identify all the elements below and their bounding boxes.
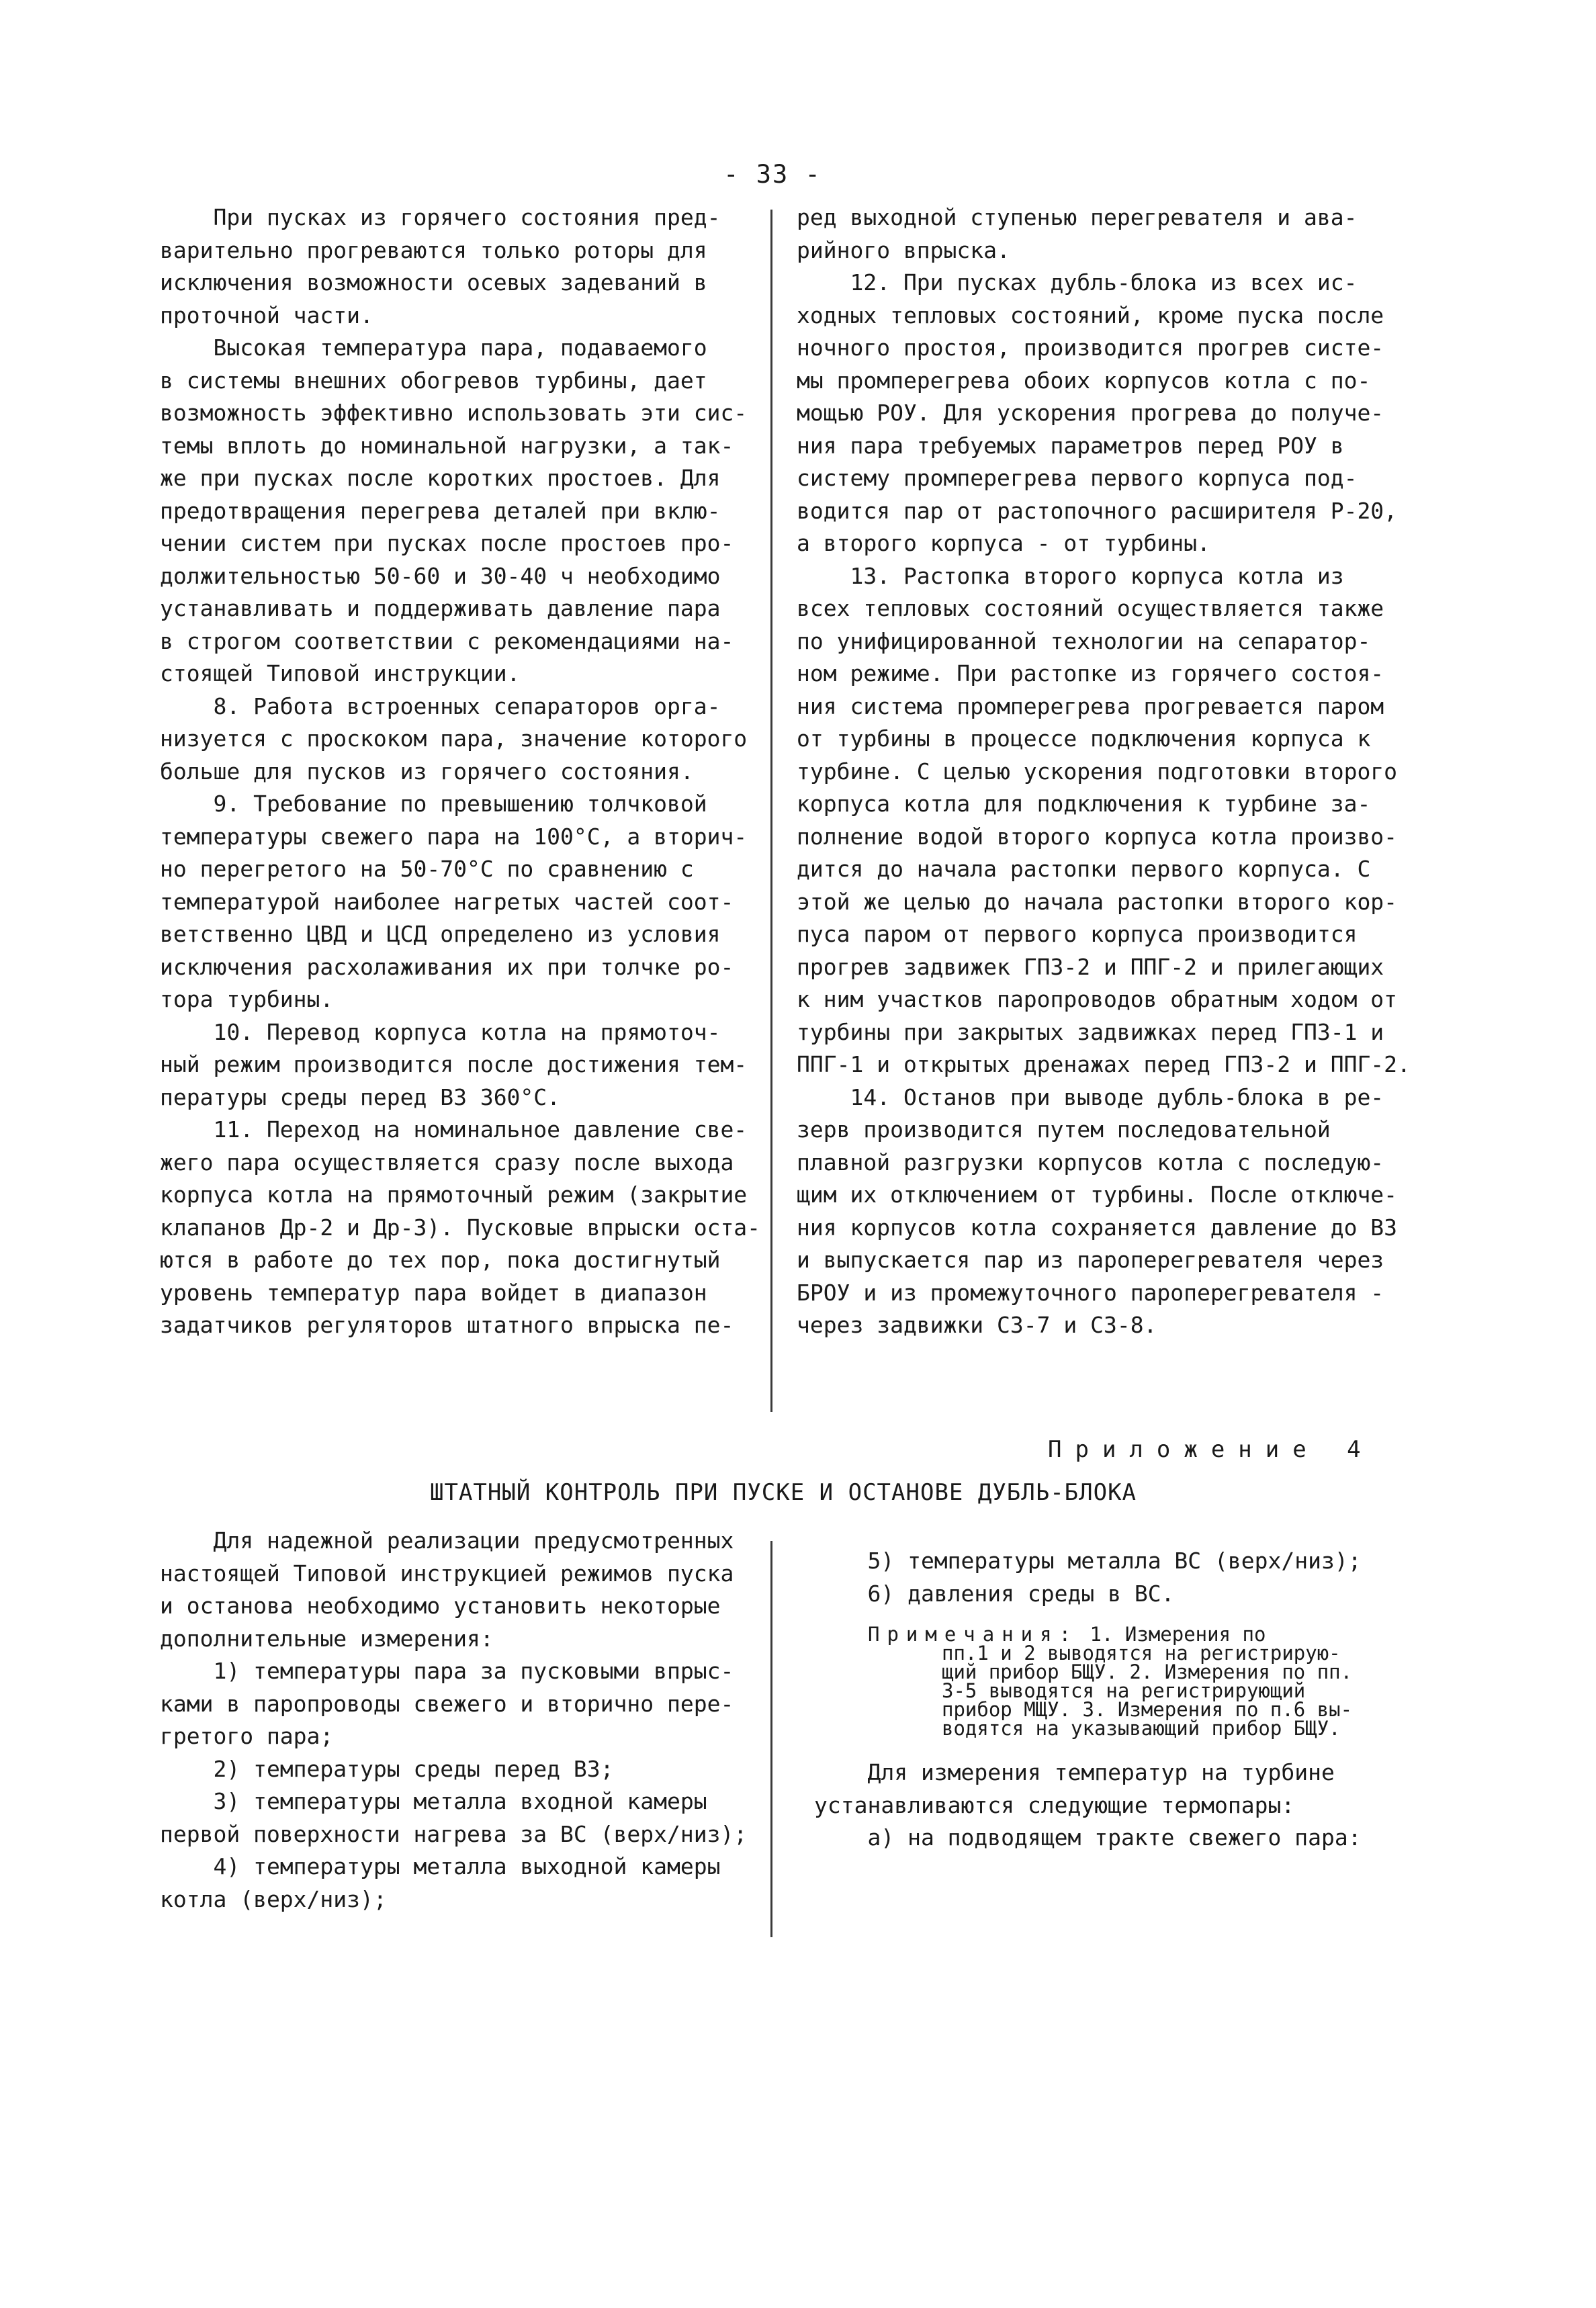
text-line: и выпускается пар из пароперегревателя через — [797, 1247, 1384, 1273]
text-line: ходных тепловых состояний, кроме пуска после — [797, 302, 1384, 328]
text-line: систему промперегрева первого корпуса под- — [797, 465, 1358, 491]
text-line: температуры свежего пара на 100°С, а вторич- — [160, 823, 748, 850]
text-line: плавной разгрузки корпусов котла с последую- — [797, 1149, 1384, 1175]
text-line: мы промперегрева обоих корпусов котла с по- — [797, 367, 1371, 394]
note-line: пп.1 и 2 выводятся на регистрирую- — [942, 1642, 1341, 1665]
notes-lines — [942, 1644, 1439, 1738]
text-line: Для надежной реализации предусмотренных — [160, 1527, 734, 1554]
notes-block — [868, 1625, 1439, 1738]
text-line: ния пара требуемых параметров перед РОУ в — [797, 432, 1344, 459]
text-line: 4) температуры металла выходной камеры — [160, 1853, 721, 1879]
text-column-top-right — [797, 202, 1428, 1342]
text-line: предотвращения перегрева деталей при вклю- — [160, 497, 721, 524]
text-line: щим их отключением от турбины. После отключе- — [797, 1182, 1398, 1208]
text-line: уровень температур пара войдет в диапазон — [160, 1279, 707, 1306]
list-item: 5) температуры металла ВС (верх/низ); — [814, 1548, 1362, 1574]
text-line: прогрев задвижек ГПЗ-2 и ППГ-2 и прилегающих — [797, 953, 1384, 980]
text-line: тора турбины. — [160, 986, 334, 1012]
text-line: варительно прогреваются только роторы для — [160, 236, 707, 263]
note-line: водятся на указывающий прибор БЩУ. — [942, 1717, 1341, 1740]
text-line: пуса паром от первого корпуса производится — [797, 921, 1358, 947]
text-line: корпуса котла для подключения к турбине за- — [797, 791, 1371, 817]
text-line: устанавливать и поддерживать давление пара — [160, 595, 721, 621]
text-line: турбине. С целью ускорения подготовки второго — [797, 758, 1398, 785]
text-line: устанавливаются следующие термопары: — [814, 1791, 1295, 1818]
notes-label: Примечания: — [868, 1623, 1079, 1646]
text-line: ются в работе до тех пор, пока достигнутый — [160, 1247, 721, 1273]
text-line: этой же целью до начала растопки второго кор- — [797, 888, 1398, 915]
text-line: по унифицированной технологии на сепаратор- — [797, 627, 1371, 654]
text-line: 13. Растопка второго корпуса котла из — [797, 562, 1344, 589]
text-column-top-left — [160, 202, 764, 1342]
text-line: водится пар от растопочного расширителя Р-20, — [797, 497, 1398, 524]
text-line: ния система промперегрева прогревается паром — [797, 693, 1384, 719]
text-line: ветственно ЦВД и ЦСД определено из условия — [160, 921, 721, 947]
text-line: дится до начала растопки первого корпуса. С — [797, 856, 1371, 882]
text-line: исключения возможности осевых задеваний в — [160, 269, 707, 296]
text-line: ред выходной ступенью перегревателя и ава- — [797, 204, 1358, 230]
text-line: ный режим производится после достижения тем- — [160, 1051, 748, 1077]
text-line: турбины при закрытых задвижках перед ГПЗ-1 и — [797, 1018, 1384, 1045]
column-divider-bottom — [770, 1541, 772, 1937]
text-line: 11. Переход на номинальное давление све- — [160, 1116, 748, 1143]
text-column-bottom-right — [814, 1545, 1439, 1855]
text-line: котла (верх/низ); — [160, 1885, 387, 1912]
appendix-label: Приложение 4 — [1048, 1436, 1374, 1463]
text-line: но перегретого на 50-70°С по сравнению с — [160, 856, 694, 882]
text-line: 10. Перевод корпуса котла на прямоточ- — [160, 1018, 721, 1045]
text-line: больше для пусков из горячего состояния. — [160, 758, 694, 785]
text-line: дополнительные измерения: — [160, 1625, 494, 1652]
text-line: исключения расхолаживания их при толчке ро- — [160, 953, 734, 980]
text-line: 3) температуры металла входной камеры — [160, 1788, 707, 1814]
text-line: от турбины в процессе подключения корпуса к — [797, 725, 1371, 752]
text-line: клапанов Др-2 и Др-3). Пусковые впрыски оста- — [160, 1214, 761, 1241]
text-line: мощью РОУ. Для ускорения прогрева до получе- — [797, 400, 1384, 426]
text-line: корпуса котла на прямоточный режим (закрытие — [160, 1182, 748, 1208]
text-line: 12. При пусках дубль-блока из всех ис- — [797, 269, 1358, 296]
text-line: настоящей Типовой инструкцией режимов пуска — [160, 1560, 734, 1587]
text-line: должительностью 50-60 и 30-40 ч необходимо — [160, 562, 721, 589]
text-line: первой поверхности нагрева за ВС (верх/низ); — [160, 1820, 748, 1847]
text-line: темы вплоть до номинальной нагрузки, а так- — [160, 432, 734, 459]
text-line: гретого пара; — [160, 1723, 334, 1749]
text-line: чении систем при пусках после простоев про- — [160, 530, 734, 556]
measurement-list — [814, 1545, 1439, 1610]
thermocouple-intro — [814, 1757, 1439, 1855]
note-line: 3-5 выводятся на регистрирующий — [942, 1679, 1306, 1702]
text-line: проточной части. — [160, 302, 373, 328]
text-line: ния корпусов котла сохраняется давление до ВЗ — [797, 1214, 1398, 1241]
text-line: и останова необходимо установить некоторые — [160, 1593, 721, 1619]
text-line: 8. Работа встроенных сепараторов орга- — [160, 693, 721, 719]
text-line: полнение водой второго корпуса котла произво- — [797, 823, 1398, 850]
notes-first-line — [868, 1625, 1439, 1644]
text-line: Высокая температура пара, подаваемого — [160, 335, 707, 361]
text-line: возможность эффективно использовать эти сис- — [160, 400, 748, 426]
text-line: через задвижки СЗ-7 и СЗ-8. — [797, 1312, 1157, 1338]
text-line: а) на подводящем тракте свежего пара: — [814, 1824, 1362, 1851]
text-line: ППГ-1 и открытых дренажах перед ГПЗ-2 и ППГ-2. — [797, 1051, 1411, 1077]
text-line: всех тепловых состояний осуществляется также — [797, 595, 1384, 621]
text-line: При пусках из горячего состояния пред- — [160, 204, 721, 230]
text-line: стоящей Типовой инструкции. — [160, 660, 521, 686]
text-line: а второго корпуса - от турбины. — [797, 530, 1210, 556]
text-line: 2) температуры среды перед ВЗ; — [160, 1755, 614, 1782]
note-line: щий прибор БЩУ. 2. Измерения по пп. — [942, 1660, 1353, 1683]
text-line: пературы среды перед ВЗ 360°С. — [160, 1083, 561, 1110]
note-line: прибор МЩУ. 3. Измерения по п.6 вы- — [942, 1698, 1353, 1721]
text-line: жего пара осуществляется сразу после выхода — [160, 1149, 734, 1175]
text-line: рийного впрыска. — [797, 236, 1010, 263]
text-line: Для измерения температур на турбине — [814, 1759, 1335, 1785]
text-line: в системы внешних обогревов турбины, дает — [160, 367, 707, 394]
text-line: температурой наиболее нагретых частей соот- — [160, 888, 734, 915]
text-line: низуется с проскоком пара, значение которого — [160, 725, 748, 752]
text-line: 9. Требование по превышению толчковой — [160, 791, 707, 817]
text-line: ками в паропроводы свежего и вторично пере- — [160, 1690, 734, 1717]
text-line: в строгом соответствии с рекомендациями на- — [160, 627, 734, 654]
text-line: БРОУ и из промежуточного пароперегревателя - — [797, 1279, 1384, 1306]
text-line: к ним участков паропроводов обратным ходом от — [797, 986, 1398, 1012]
text-line: зерв производится путем последовательной — [797, 1116, 1331, 1143]
page-number: - 33 - — [723, 160, 822, 189]
appendix-heading: ШТАТНЫЙ КОНТРОЛЬ ПРИ ПУСКЕ И ОСТАНОВЕ ДУБЛЬ-БЛОКА — [430, 1479, 1137, 1506]
text-line: ночного простоя, производится прогрев систе- — [797, 335, 1384, 361]
notes-first-text: 1. Измерения по — [1078, 1623, 1266, 1646]
text-column-bottom-left — [160, 1525, 764, 1916]
list-item: 6) давления среды в ВС. — [814, 1580, 1175, 1607]
text-line: 14. Останов при выводе дубль-блока в ре- — [797, 1083, 1384, 1110]
text-line: 1) температуры пара за пусковыми впрыс- — [160, 1658, 734, 1684]
text-line: ном режиме. При растопке из горячего состоя- — [797, 660, 1384, 686]
column-divider-top — [770, 210, 772, 1412]
text-line: задатчиков регуляторов штатного впрыска пе- — [160, 1312, 734, 1338]
text-line: же при пусках после коротких простоев. Для — [160, 465, 721, 491]
